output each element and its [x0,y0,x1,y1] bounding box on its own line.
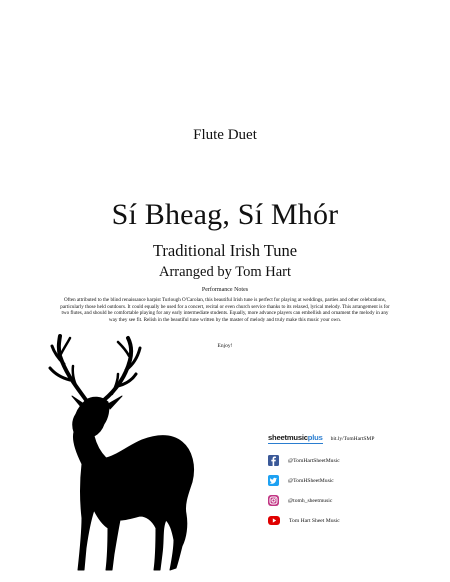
twitter-icon[interactable] [268,475,279,486]
piece-title: Sí Bheag, Sí Mhór [111,198,339,231]
youtube-row [268,515,443,526]
instagram-handle[interactable]: @tomh_sheetmusic [288,497,333,504]
twitter-handle[interactable]: @TomHSheetMusic [288,477,334,484]
instagram-icon[interactable] [268,495,279,506]
facebook-icon[interactable] [268,455,279,466]
brand-main-text: sheetmusic [268,433,308,442]
facebook-handle[interactable]: @TomHartSheetMusic [288,457,340,464]
youtube-icon[interactable] [268,516,280,525]
instagram-row [268,495,443,506]
arranger-credit: Arranged by Tom Hart [158,264,291,280]
performance-notes-heading: Performance Notes [201,287,249,293]
instrumentation-label: Flute Duet [193,127,257,143]
sheetmusicplus-logo[interactable] [268,434,323,444]
facebook-row [268,455,443,466]
brand-plus-text: plus [307,433,323,442]
sheetmusicplus-row [268,432,443,446]
tune-origin: Traditional Irish Tune [152,241,298,260]
performance-notes-body: Often attributed to the blind renaissance harpist Turlough O'Carolan, this beautiful Irish tune is perfect for playing at weddings, parties and other celebrations, particularly those held outdoors. It could equally be used for a concert, recital or even church service thanks to its relaxed, lyrical melody. This arrangement is for two flutes, and should be comfortable playing for any early intermediate students. Equally, more advance players can embellish and ornament the melody in any way they see fit. Relish in the beautiful tune written by the master of melody and truly make this music your own. [60,297,390,323]
youtube-channel[interactable]: Tom Hart Sheet Music [289,517,340,524]
signoff-text: Enjoy! [217,343,233,349]
sheetmusicplus-link[interactable]: bit.ly/TomHartSMP [330,436,375,442]
stag-silhouette-illustration [46,334,204,574]
social-links [268,432,443,526]
twitter-row [268,475,443,486]
